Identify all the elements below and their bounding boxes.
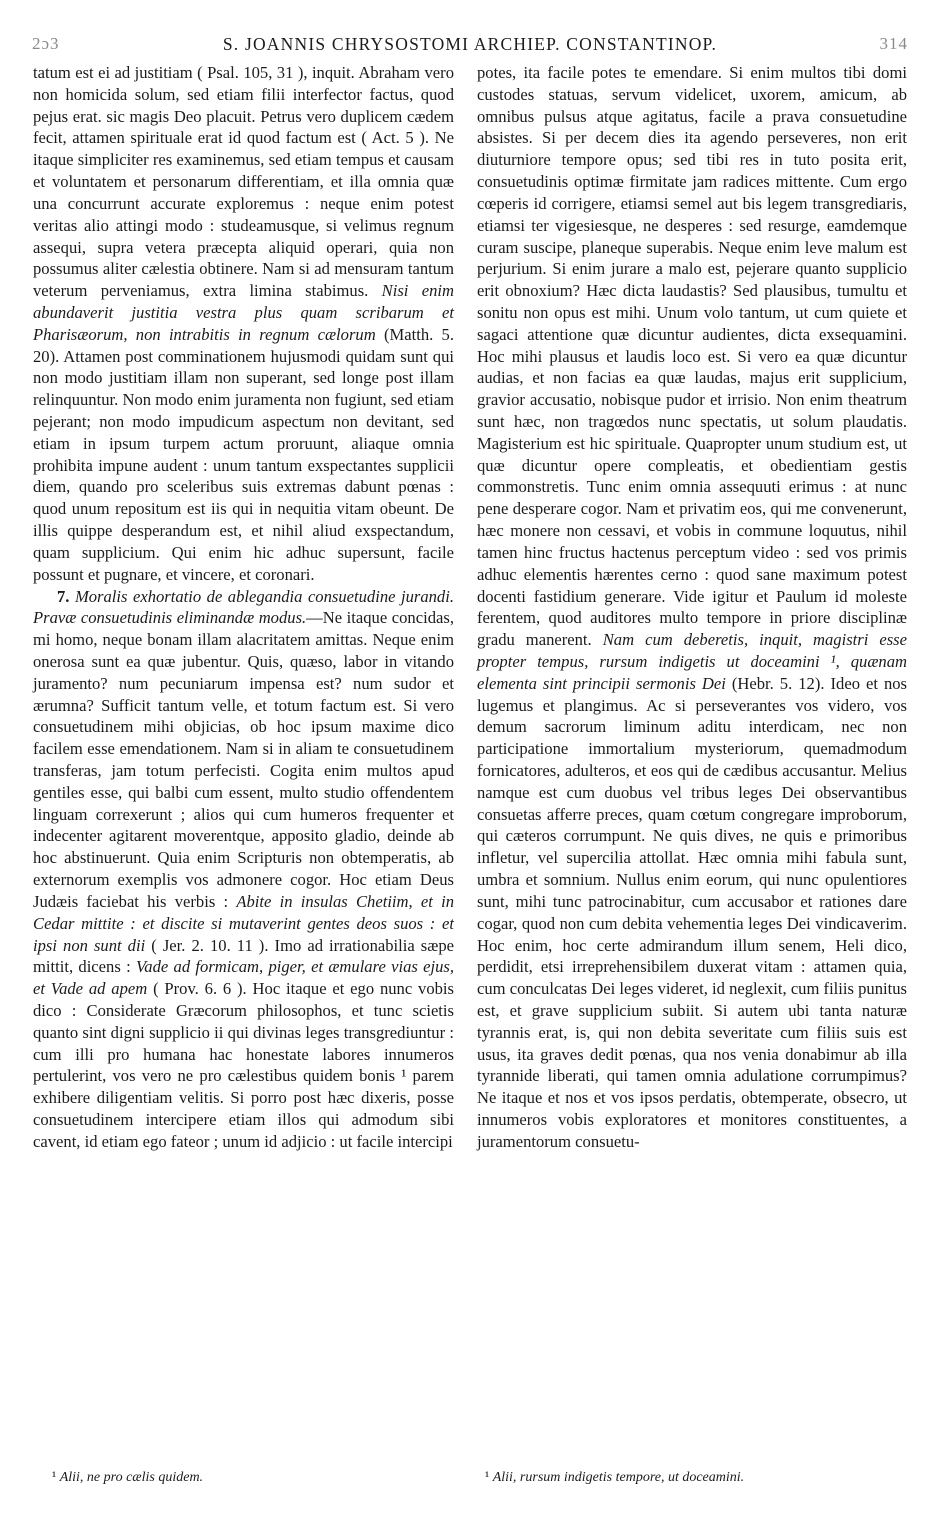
left-p1-continuation: Attamen post comminationem hujusmodi quidam sunt qui non modo justitiam illam non superant, sed longe post illam relinquuntur. Non modo enim juramenta non fugiunt, sed etiam pejerant; non modo impudicum aspectum non devitant, sed etiam in ipsum turpem actum proruunt, aliaque omnia prohibita impune audent : unum tantum exspectantes supplicii diem, quando pro sceleribus suis extremas dabunt pœnas : quod unum repositum est iis qui in nequitia vitam obeunt. De illis quippe desperandum est, et nihil aliud exspectandum, quam supplicium. Qui enim hic adhuc supersunt, facile possunt et pugnare, et vincere, et coronari. (33, 346, 454, 584)
right-page-number: 314 (879, 34, 908, 53)
left-p2-reference-1: ( Jer. 2. 10. 11 ). (151, 935, 269, 955)
left-p2-reference-2: ( Prov. 6. 6 ). (153, 979, 247, 999)
left-footnote-text: Alii, ne pro cælis quidem. (59, 1470, 204, 1485)
left-p2-text-c: Hoc itaque et ego nunc vobis dico : Considerate Græcorum philosophos, et tunc scietis quanto sint digni supplicio ii qui divinas leges transgrediuntur : cum illi pro humana hac honestate labores innumeros pertulerint, vos vero ne pro cælestibus quidem bonis ¹ parem exhibere diligentiam velitis. Si porro post hæc dixeris, posse consuetudinem intercipere etiam illos qui admodum sibi cavent, id etiam ego fateor ; unum id adjicio : ut facile intercipi (33, 979, 454, 1151)
section-number: 7. (57, 586, 70, 606)
left-text-column (33, 62, 454, 1153)
left-p2-quote-2: Vade ad formicam, piger, et æmulare vias ejus, et Vade ad apem (33, 957, 454, 999)
right-p1-quote: Nam cum deberetis, inquit, magistri esse propter tempus, rursum indigetis ut doceamini ¹, quænam elementa sint principii sermonis Dei (477, 630, 908, 693)
left-p1-text: tatum est ei ad justitiam ( Psal. 105, 31 ), inquit. Abraham vero non homicida solum, sed etiam filii interfector factus, quod pejus erat. sic magis Deo placuit. Petrus vero duplicem cædem fecit, attamen spirituale erat id quod factum est ( Act. 5 ). Ne itaque simpliciter res examinemus, sed etiam tempus et causam et voluntatem et personarum differentiam, et illa omnia quæ una concurrunt accurate exploremus : neque enim potest veritas alio attingi modo : studeamusque, si velimus regnum assequi, supra vetera præcepta aliquid operari, quia non possumus aliter cælestia obtinere. Nam si ad mensuram tantum veterum perveniamus, extra limina stabimus. (33, 63, 454, 301)
running-header (32, 34, 908, 60)
right-footnote (485, 1469, 905, 1487)
right-text-column (477, 62, 907, 1153)
left-p2-quote-1: Abite in insulas Chetiim, et in Cedar mittite : et discite si mutaverint gentes deos suos : et ipsi non sunt dii (33, 891, 455, 955)
left-footnote-mark: ¹ (52, 1470, 57, 1485)
left-p1-quote: Nisi enim abundaverit justitia vestra plus quam scribarum et Pharisæorum, non intrabitis in regnum cælorum (33, 281, 454, 344)
running-title: S. JOANNIS CHRYSOSTOMI ARCHIEP. CONSTANTINOP. (222, 34, 718, 54)
section-heading: Moralis exhortatio de ablegandia consuetudine jurandi. Pravæ consuetudinis eliminandæ modus. (33, 586, 454, 628)
left-paragraph-2 (33, 586, 454, 1153)
left-footnote (52, 1469, 432, 1487)
right-footnote-mark: ¹ (485, 1470, 490, 1485)
left-p2-text-b: Imo ad irrationabilia sæpe mittit, dicens : (33, 935, 454, 977)
left-page-number: 2ɔ3 (32, 34, 60, 53)
right-footnote-text: Alii, rursum indigetis tempore, ut doceamini. (492, 1470, 745, 1485)
left-p1-reference: (Matth. 5. 20). (33, 324, 454, 366)
right-paragraph-1 (477, 62, 907, 1153)
right-p1-reference: (Hebr. 5. 12). (731, 673, 825, 693)
right-p1-continuation: Ideo et nos lugemus et plangimus. Ac si perseverantes vos videro, vos demum sacrorum liminum aditu interdicam, nec non participatione immortalium mysteriorum, quemadmodum fornicatores, adulteros, et eos qui de cædibus accusantur. Melius namque est cum duobus vel tribus leges Dei observantibus consuetas afferre preces, quam cœtum congregare improborum, qui cæteros corrumpunt. Ne quis dives, ne quis e primoribus infletur, vel supercilia attollat. Hæc omnia mihi fabula sunt, umbra et somnium. Nullus enim eorum, qui nunc opulentiores sunt, mihi tunc patrocinabitur, cum accusabor et rationes dare cogar, quod non cum debita vehementia leges Dei vindicaverim. Hoc enim, hoc certe admirandum illum senem, Heli dico, perdidit, etsi irreprehensibilem duxerat vitam : attamen quia, cum conculcatas Dei leges videret, id neglexit, cum filiis punitus est, et grave supplicium subiit. Si autem ubi tanta naturæ tyrannis erat, is, qui non debita severitate cum filiis suis est usus, ita graves dedit pœnas, qua nos venia donabimur ab illa tyrannide liberati, qui tamen omnia adulatione corrumpimus? Ne itaque et nos et vos ipsos perdatis, obtemperate, obsecro, ut innumeros vobis exploratores et monitores constituentes, a juramentorum consuetu- (477, 673, 907, 1151)
left-p2-text-a: —Ne itaque concidas, mi homo, neque bonam illam alacritatem amittas. Neque enim onerosa sunt ea quæ jubentur. Quis, quæso, labor in vitando juramento? num pecuniarum impensa est? num sudor et ærumna? Sufficit tantum velle, et totum factum est. Si vero consuetudinem mihi objicias, ob hoc ipsum maxime dico facilem esse emendationem. Nam si in aliam te consuetudinem transferas, jam totum perfecisti. Cogita enim multos apud gentiles esse, qui balbi cum essent, multo studio offendentem linguam correxerunt ; alios qui cum humeros frequenter et indecenter agitarent moverentque, apposito gladio, deinde ab hoc abstinuerunt. Quia enim Scripturis non obtemperatis, ab externorum exemplis vos admonere cogor. Hoc etiam Deus Judæis faciebat his verbis : (33, 608, 454, 911)
left-paragraph-1 (33, 62, 454, 586)
right-p1-text: potes, ita facile potes te emendare. Si enim multos tibi domi custodes statuas, servum videlicet, uxorem, amicum, ab omnibus pulsus atque agitatus, facile a prava consuetudine absistes. Si per decem dies ita agendo perseveres, non erit diuturniore tempore opus; sed tibi res in tuto posita erit, consuetudinis optimæ firmitate jam radices mittente. Cum ergo cœperis id corrigere, etiamsi semel aut bis legem transgrediaris, etiamsi ter vigesiesque, ne desperes : sed resurge, eamdemque curam suscipe, planeque superabis. Neque enim leve malum est perjurium. Si enim jurare a malo est, pejerare quanto supplicio erit obnoxium? Hæc dicta laudastis? Sed plausibus, tumultu et sonitu non opus est mihi. Unum volo tantum, ut cum quiete et sagaci attentione quæ dicuntur audientes, dicta exsequamini. Hoc mihi plausus et laudis loco est. Si vero ea quæ dicuntur audias, et non facias ea quæ laudas, majus erit supplicium, gravior accusatio, nobisque pudor et irrisio. Non enim theatrum sunt hæc, non tragœdos nunc spectatis, ut solum plaudatis. Magisterium est hic spirituale. Quapropter unum studium est, ut quæ dicuntur opere compleatis, et obedientiam gestis commonstretis. Tunc enim omnia assequuti erimus : at nunc pene desperare cogor. Nam et privatim eos, qui me convenerunt, hæc monere non cessavi, et vobis in commune loquutus, nihil tamen hinc fructus hactenus perceptum video : sed vos primis adhuc elementis hærentes cerno : quod sane maximum potest docenti fastidium generare. Vide igitur et Paulum id moleste ferentem, quod auditores multo tempore in priore disciplinæ gradu manerent. (477, 63, 907, 650)
